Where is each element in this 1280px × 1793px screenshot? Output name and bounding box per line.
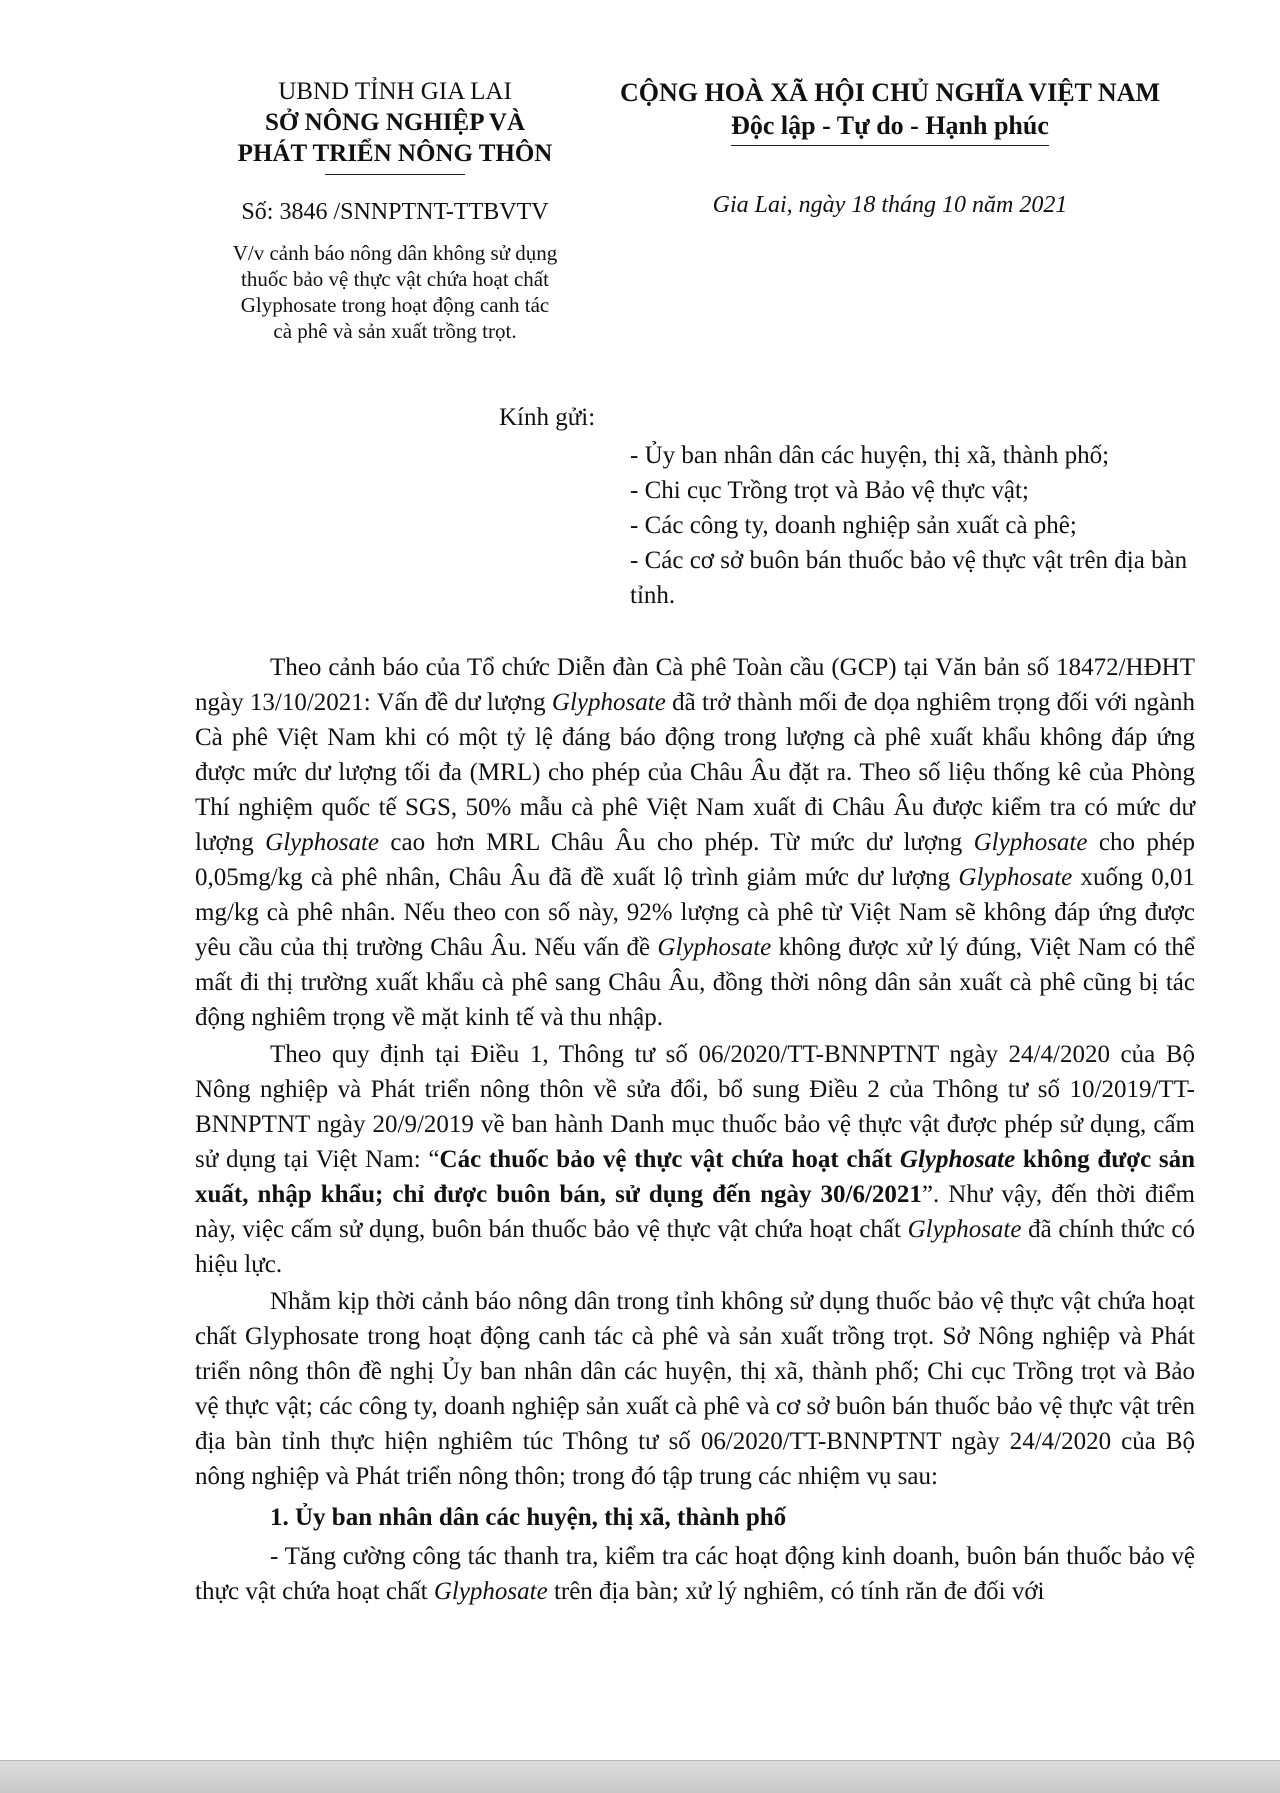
recipient-item: - Ủy ban nhân dân các huyện, thị xã, thành phố; (630, 442, 1110, 469)
issuing-agency-block (175, 76, 615, 344)
paragraph-gcp-warning: Theo cảnh báo của Tổ chức Diễn đàn Cà phê Toàn cầu (GCP) tại Văn bản số 18472/HĐHT ngày 13/10/2021: Vấn đề dư lượng Glyphosate đã trở thành mối đe dọa nghiêm trọng đối với ngành Cà phê Việt Nam khi có một tỷ lệ đáng báo động trong lượng cà phê xuất khẩu không đáp ứng được mức dư lượng tối đa (MRL) cho phép của Châu Âu đặt ra. Theo số liệu thống kê của Phòng Thí nghiệm quốc tế SGS, 50% mẫu cà phê Việt Nam xuất đi Châu Âu được kiểm tra có mức dư lượng Glyphosate cao hơn MRL Châu Âu cho phép. Từ mức dư lượng Glyphosate cho phép 0,05mg/kg cà phê nhân, Châu Âu đã đề xuất lộ trình giảm mức dư lượng Glyphosate xuống 0,01 mg/kg cà phê nhân. Nếu theo con số này, 92% lượng cà phê từ Việt Nam sẽ không đáp ứng được yêu cầu của thị trường Châu Âu. Nếu vấn đề Glyphosate không được xử lý đúng, Việt Nam có thể mất đi thị trường xuất khẩu cà phê sang Châu Âu, đồng thời nông dân sản xuất cà phê cũng bị tác động nghiêm trọng về mặt kinh tế và thu nhập. (195, 654, 1196, 1031)
national-motto: Độc lập - Tự do - Hạnh phúc (731, 109, 1049, 146)
greeting: Kính gửi: (499, 404, 596, 431)
subject-line: Glyphosate trong hoạt động canh tác (240, 293, 550, 317)
agency-underline (325, 174, 465, 175)
subject-line: thuốc bảo vệ thực vật chứa hoạt chất (241, 267, 549, 291)
agency-name-line2: PHÁT TRIỂN NÔNG THÔN (237, 140, 553, 167)
subject-line: V/v cảnh báo nông dân không sử dụng (232, 241, 558, 265)
national-header (590, 76, 1190, 146)
paragraph-regulation: Theo quy định tại Điều 1, Thông tư số 06/2020/TT-BNNPTNT ngày 24/4/2020 của Bộ Nông nghiệp và Phát triển nông thôn về sửa đổi, bổ sung Điều 2 của Thông tư số 10/2019/TT-BNNPTNT ngày 20/9/2019 về ban hành Danh mục thuốc bảo vệ thực vật được phép sử dụng, cấm sử dụng tại Việt Nam: “Các thuốc bảo vệ thực vật chứa hoạt chất Glyphosate không được sản xuất, nhập khẩu; chỉ được buôn bán, sử dụng đến ngày 30/6/2021”. Như vậy, đến thời điểm này, việc cấm sử dụng, buôn bán thuốc bảo vệ thực vật chứa hoạt chất Glyphosate đã chính thức có hiệu lực. (195, 1041, 1196, 1278)
document-body (195, 650, 1195, 1611)
agency-parent: UBND TỈNH GIA LAI (278, 78, 512, 105)
nation-name: CỘNG HOÀ XÃ HỘI CHỦ NGHĨA VIỆT NAM (619, 78, 1161, 107)
subject-line: cà phê và sản xuất trồng trọt. (273, 319, 517, 343)
recipient-item: - Chi cục Trồng trọt và Bảo vệ thực vật; (630, 477, 1029, 504)
section-1-heading: 1. Ủy ban nhân dân các huyện, thị xã, thành phố (270, 1504, 787, 1531)
recipient-item: - Các cơ sở buôn bán thuốc bảo vệ thực vật trên địa bàn tỉnh. (630, 547, 1188, 609)
paragraph-request: Nhằm kịp thời cảnh báo nông dân trong tỉnh không sử dụng thuốc bảo vệ thực vật chứa hoạt chất Glyphosate trong hoạt động canh tác cà phê và sản xuất trồng trọt. Sở Nông nghiệp và Phát triển nông thôn đề nghị Ủy ban nhân dân các huyện, thị xã, thành phố; Chi cục Trồng trọt và Bảo vệ thực vật; các công ty, doanh nghiệp sản xuất cà phê và cơ sở buôn bán thuốc bảo vệ thực vật trên địa bàn tỉnh thực hiện nghiêm túc Thông tư số 06/2020/TT-BNNPTNT ngày 24/4/2020 của Bộ nông nghiệp và Phát triển nông thôn; trong đó tập trung các nhiệm vụ sau: (195, 1288, 1195, 1490)
document-number: Số: 3846 /SNNPTNT-TTBVTV (241, 199, 549, 225)
viewer-bottom-bar (0, 1760, 1280, 1793)
paragraph-task-1: - Tăng cường công tác thanh tra, kiểm tra các hoạt động kinh doanh, buôn bán thuốc bảo vệ thực vật chứa hoạt chất Glyphosate trên địa bàn; xử lý nghiêm, có tính răn đe đối với (195, 1543, 1195, 1605)
document-date: Gia Lai, ngày 18 tháng 10 năm 2021 (712, 192, 1068, 218)
agency-name-line1: SỞ NÔNG NGHIỆP VÀ (265, 109, 525, 136)
document-subject (175, 240, 615, 344)
recipient-list (630, 438, 1200, 613)
recipient-item: - Các công ty, doanh nghiệp sản xuất cà phê; (630, 512, 1077, 539)
